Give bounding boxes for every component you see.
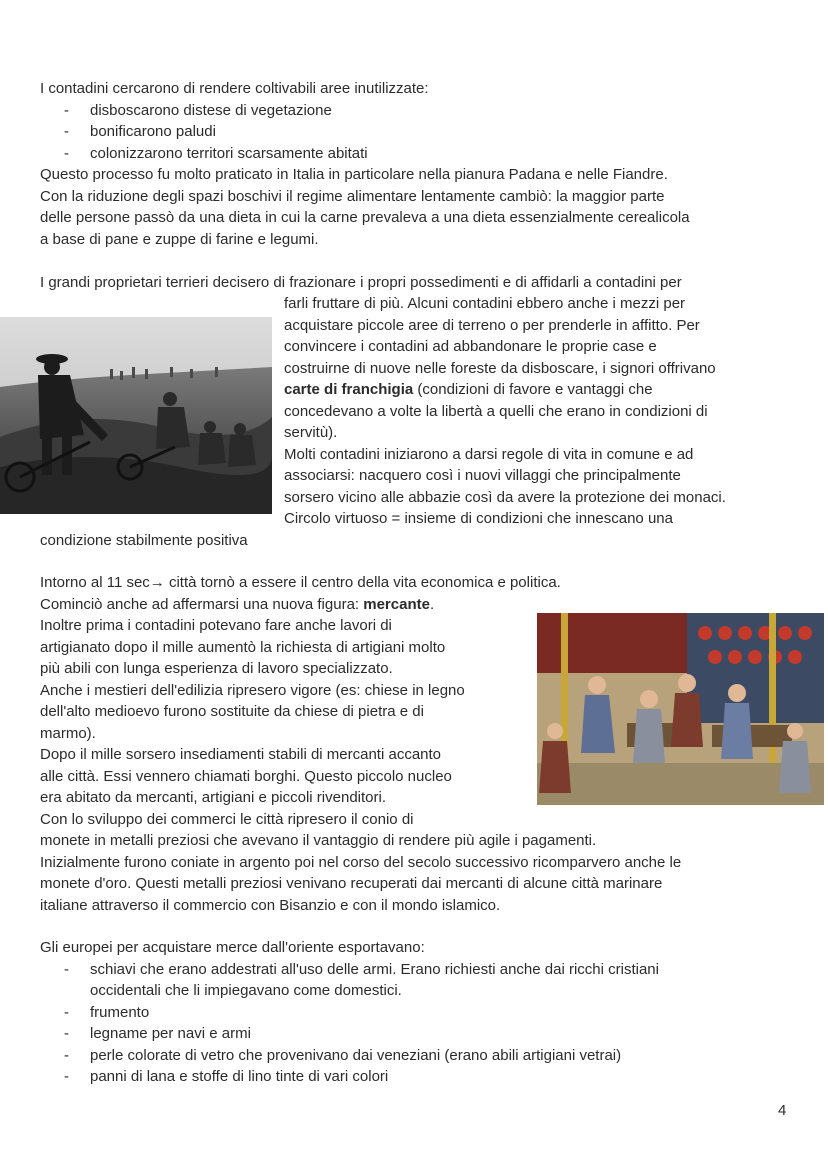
paragraph-line: I grandi proprietari terrieri decisero di frazionare i propri possedimenti e di affidarli a contadini per — [40, 274, 682, 291]
bullet-marker: - — [64, 145, 69, 162]
list-item: disboscarono distese di vegetazione — [90, 102, 332, 119]
paragraph-line: costruirne di nuove nelle foreste da disboscare, i signori offrivano — [284, 360, 716, 377]
paragraph-line: Con la riduzione degli spazi boschivi il regime alimentare lentamente cambiò: la maggior parte — [40, 188, 665, 205]
list-item: perle colorate di vetro che provenivano dai veneziani (erano abili artigiani vetrai) — [90, 1047, 622, 1064]
section4-intro: Gli europei per acquistare merce dall'oriente esportavano: — [40, 939, 425, 956]
bullet-marker: - — [64, 1047, 69, 1064]
bullet-marker: - — [64, 1004, 69, 1021]
paragraph-line: monete in metalli preziosi che avevano il vantaggio di rendere più agile i pagamenti. — [40, 832, 597, 849]
paragraph-line: marmo). — [40, 725, 96, 742]
paragraph-line: acquistare piccole aree di terreno o per prenderle in affitto. Per — [284, 317, 700, 334]
medieval-market-painting — [537, 613, 824, 805]
paragraph-line: associarsi: nacquero così i nuovi villaggi che principalmente — [284, 467, 681, 484]
paragraph-line: convincere i contadini ad abbandonare le proprie case e — [284, 338, 657, 355]
list-item: colonizzarono territori scarsamente abitati — [90, 145, 368, 162]
list-item: panni di lana e stoffe di lino tinte di vari colori — [90, 1068, 389, 1085]
paragraph-line — [40, 594, 434, 616]
paragraph-line: concedevano a volte la libertà a quelli che erano in condizioni di — [284, 403, 708, 420]
paragraph-line: più abili con lunga esperienza di lavoro specializzato. — [40, 660, 393, 677]
inline-text: (condizioni di favore e vantaggi che — [413, 381, 653, 398]
market-painting-illustration — [537, 613, 824, 805]
paragraph-line: Inizialmente furono coniate in argento poi nel corso del secolo successivo ricomparvero anche le — [40, 854, 682, 871]
paragraph-line: monete d'oro. Questi metalli preziosi venivano recuperati dai mercanti di alcune città marinare — [40, 875, 663, 892]
list-item: schiavi che erano addestrati all'uso delle armi. Erano richiesti anche dai ricchi cristiani — [90, 961, 659, 978]
page-number: 4 — [778, 1102, 787, 1119]
list-item: frumento — [90, 1004, 150, 1021]
paragraph-line: alle città. Essi vennero chiamati borghi. Questo piccolo nucleo — [40, 768, 452, 785]
bold-term: mercante — [363, 596, 430, 613]
paragraph-line: Circolo virtuoso = insieme di condizioni che innescano una — [284, 510, 673, 527]
paragraph-line: Inoltre prima i contadini potevano fare anche lavori di — [40, 617, 392, 634]
section1-intro: I contadini cercarono di rendere coltivabili aree inutilizzate: — [40, 80, 429, 97]
list-item: legname per navi e armi — [90, 1025, 251, 1042]
bullet-marker: - — [64, 961, 69, 978]
paragraph-line: a base di pane e zuppe di farine e legumi. — [40, 231, 319, 248]
bullet-marker: - — [64, 1025, 69, 1042]
paragraph-line: Intorno al 11 sec→ città tornò a essere il centro della vita economica e politica. — [40, 574, 561, 591]
paragraph-line: Con lo sviluppo dei commerci le città ripresero il conio di — [40, 811, 414, 828]
paragraph-line: Anche i mestieri dell'edilizia ripresero vigore (es: chiese in legno — [40, 682, 465, 699]
bullet-marker: - — [64, 123, 69, 140]
paragraph-line: artigianato dopo il mille aumentò la richiesta di artigiani molto — [40, 639, 446, 656]
paragraph-line: era abitato da mercanti, artigiani e piccoli rivenditori. — [40, 789, 387, 806]
list-item-continuation: occidentali che li impiegavano come domestici. — [90, 982, 402, 999]
bold-term: carte di franchigia — [284, 381, 414, 398]
paragraph-line: Questo processo fu molto praticato in Italia in particolare nella pianura Padana e nelle Fiandre. — [40, 166, 668, 183]
list-item: bonificarono paludi — [90, 123, 216, 140]
paragraph-line: sorsero vicino alle abbazie così da avere la protezione dei monaci. — [284, 489, 726, 506]
paragraph-line: farli fruttare di più. Alcuni contadini ebbero anche i mezzi per — [284, 295, 686, 312]
inline-text: . — [429, 596, 435, 613]
paragraph-line: servitù). — [284, 424, 338, 441]
farmers-photo — [0, 317, 272, 514]
farmers-photo-illustration — [0, 317, 272, 514]
bullet-marker: - — [64, 1068, 69, 1085]
paragraph-line: Dopo il mille sorsero insediamenti stabili di mercanti accanto — [40, 746, 442, 763]
bullet-marker: - — [64, 102, 69, 119]
inline-text: Cominciò anche ad affermarsi una nuova figura: — [40, 596, 364, 613]
paragraph-line — [284, 379, 653, 401]
paragraph-line: dell'alto medioevo furono sostituite da chiese di pietra e di — [40, 703, 424, 720]
paragraph-line: Molti contadini iniziarono a darsi regole di vita in comune e ad — [284, 446, 694, 463]
paragraph-line: italiane attraverso il commercio con Bisanzio e con il mondo islamico. — [40, 897, 501, 914]
paragraph-line: delle persone passò da una dieta in cui la carne prevaleva a una dieta essenzialmente cerealicola — [40, 209, 690, 226]
paragraph-line: condizione stabilmente positiva — [40, 532, 248, 549]
